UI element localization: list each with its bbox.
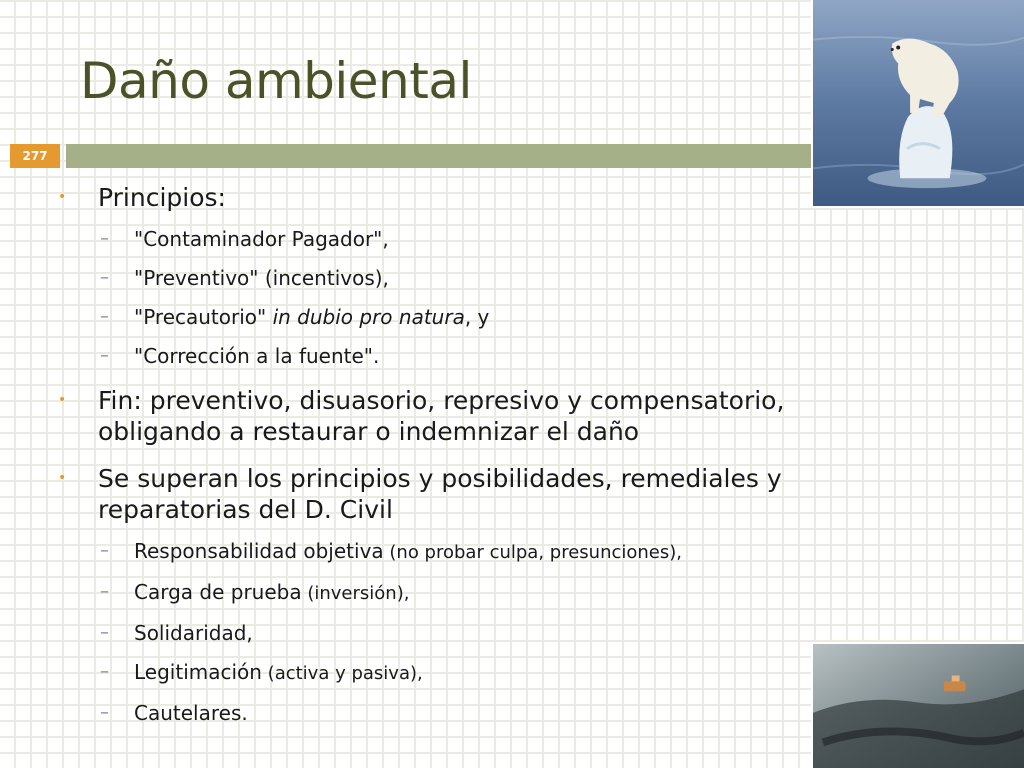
page-number: 277 xyxy=(22,149,48,163)
slide-title: Daño ambiental xyxy=(80,52,472,110)
sub-bullet xyxy=(56,226,876,252)
bullet-marker: • xyxy=(58,470,67,486)
sub-bullet-italic: in dubio pro natura xyxy=(272,305,465,329)
sub-bullet-text: Solidaridad, xyxy=(134,621,253,645)
sub-bullet-note: (activa y pasiva), xyxy=(261,663,423,684)
dash-marker: – xyxy=(100,581,109,602)
bullet-marker: • xyxy=(58,189,67,205)
slide-content xyxy=(56,182,876,726)
dash-marker: – xyxy=(100,540,109,561)
sub-bullet-suffix: , y xyxy=(464,305,490,329)
sub-bullet xyxy=(56,659,876,687)
sub-bullet-note: (inversión), xyxy=(301,583,410,604)
sub-bullet xyxy=(56,579,876,607)
bullet-marker: • xyxy=(58,392,67,408)
sub-bullet-text: "Preventivo" (incentivos), xyxy=(134,266,389,290)
dash-marker: – xyxy=(100,228,109,249)
dash-marker: – xyxy=(100,267,109,288)
dash-marker: – xyxy=(100,702,109,723)
title-divider-bar xyxy=(66,144,812,168)
sub-bullet-text: Legitimación xyxy=(134,660,262,684)
sub-bullet-text: Responsabilidad objetiva xyxy=(134,539,384,563)
sub-bullet-text: "Contaminador Pagador", xyxy=(134,227,389,251)
bullet-text: Principios: xyxy=(98,183,226,212)
dash-marker: – xyxy=(100,661,109,682)
bullet-fin xyxy=(56,385,876,447)
dash-marker: – xyxy=(100,622,109,643)
bullet-text: Fin: preventivo, disuasorio, represivo y compensatorio, obligando a restaurar o indemnizar el daño xyxy=(98,386,785,446)
dash-marker: – xyxy=(100,306,109,327)
sub-bullet xyxy=(56,265,876,291)
sub-bullet-note: (no probar culpa, presunciones), xyxy=(383,542,682,563)
sub-bullet xyxy=(56,343,876,369)
sub-bullet xyxy=(56,304,876,330)
sub-bullet xyxy=(56,538,876,566)
sub-bullet-text: Carga de prueba xyxy=(134,580,302,604)
dash-marker: – xyxy=(100,345,109,366)
sub-bullet-text: Cautelares. xyxy=(134,701,248,725)
sub-bullet xyxy=(56,620,876,646)
bullet-principios xyxy=(56,182,876,213)
sub-bullet-text: "Corrección a la fuente". xyxy=(134,344,380,368)
bullet-superan xyxy=(56,463,876,525)
sub-bullet-text: "Precautorio" xyxy=(134,305,273,329)
sub-bullet xyxy=(56,700,876,726)
bullet-text: Se superan los principios y posibilidades, remediales y reparatorias del D. Civil xyxy=(98,464,782,524)
page-number-badge xyxy=(10,144,60,168)
polar-bear-photo xyxy=(811,0,1024,208)
